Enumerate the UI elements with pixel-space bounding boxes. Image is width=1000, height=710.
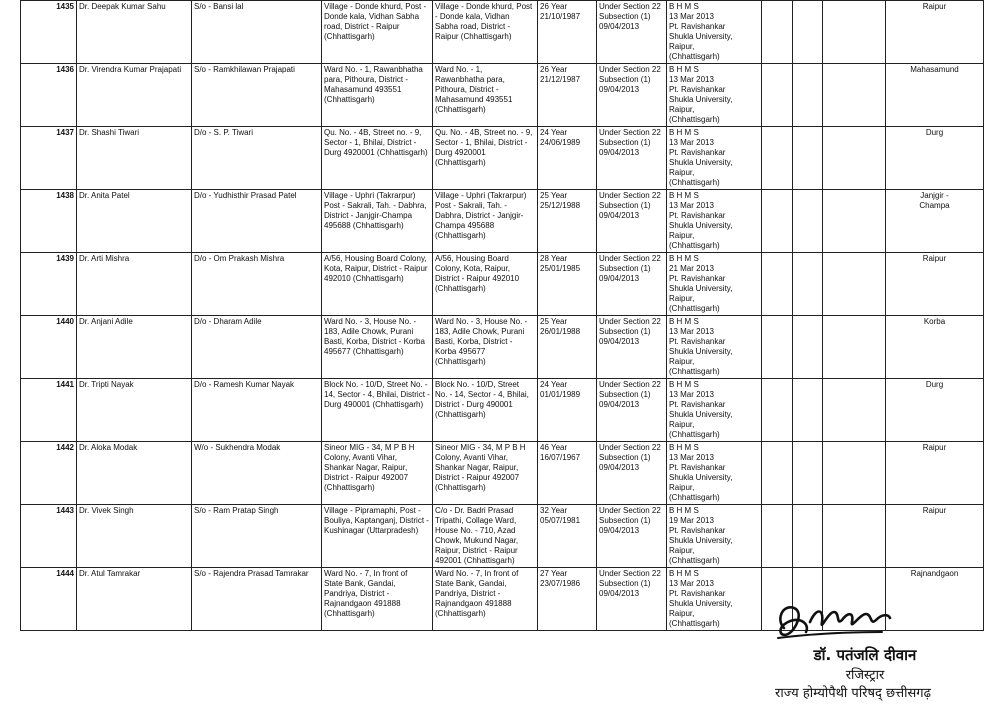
serial-number [21, 253, 77, 316]
registration-section-text: Under Section 22 Subsection (1) 09/04/2013 [599, 191, 661, 220]
qualification-text: B H M S 13 Mar 2013 Pt. Ravishankar Shukla University, Raipur, (Chhattisgarh) [669, 128, 733, 187]
relation [192, 127, 322, 190]
district-text: Korba [923, 317, 946, 326]
registration-section-text: Under Section 22 Subsection (1) 09/04/2013 [599, 254, 661, 283]
registration-section-text: Under Section 22 Subsection (1) 09/04/2013 [599, 317, 661, 346]
doctor-name [77, 127, 192, 190]
registration-section-text: Under Section 22 Subsection (1) 09/04/2013 [599, 506, 661, 535]
relation-text: D/o - Dharam Adile [194, 317, 262, 326]
registration-section-text: Under Section 22 Subsection (1) 09/04/2013 [599, 443, 661, 472]
permanent-address [322, 568, 433, 631]
doctor-name-text: Dr. Anita Patel [79, 191, 130, 200]
serial-number-text: 1442 [56, 443, 74, 452]
qualification [667, 1, 762, 64]
district [886, 253, 984, 316]
registration-section-text: Under Section 22 Subsection (1) 09/04/2013 [599, 2, 661, 31]
permanent-address-text: A/56, Housing Board Colony, Kota, Raipur, District - Raipur 492010 (Chhattisgarh) [324, 254, 428, 283]
serial-number-text: 1437 [56, 128, 74, 137]
correspondence-address [433, 64, 538, 127]
table-row [21, 379, 984, 442]
age-and-dob [538, 379, 597, 442]
correspondence-address-text: Block No. - 10/D, Street No. - 14, Sector - 4, Bhilai, District - Durg 490001 (Chhattisgarh) [435, 380, 529, 419]
blank-cell [823, 127, 886, 190]
correspondence-address-text: A/56, Housing Board Colony, Kota, Raipur, District - Raipur 492010 (Chhattisgarh) [435, 254, 520, 293]
doctor-name-text: Dr. Shashi Tiwari [79, 128, 140, 137]
relation [192, 190, 322, 253]
registrar-name: डॉ. पतंजलि दीवान [813, 646, 917, 664]
qualification-text: B H M S 13 Mar 2013 Pt. Ravishankar Shukla University, Raipur, (Chhattisgarh) [669, 380, 733, 439]
qualification-text: B H M S 13 Mar 2013 Pt. Ravishankar Shukla University, Raipur, (Chhattisgarh) [669, 191, 733, 250]
age-and-dob [538, 253, 597, 316]
blank-cell [823, 1, 886, 64]
blank-cell [823, 505, 886, 568]
permanent-address-text: Ward No. - 7, In front of State Bank, Gandai, Pandriya, District - Rajnandgaon 491888 (Chhattisgarh) [324, 569, 408, 618]
serial-number [21, 568, 77, 631]
permanent-address-text: Qu. No. - 4B, Street no. - 9, Sector - 1, Bhilai, District - Durg 4920001 (Chhattisgarh) [324, 128, 428, 157]
doctor-name [77, 379, 192, 442]
district-text: Raipur [922, 506, 947, 515]
permanent-address-text: Village - Pipramaphi, Post - Bouliya, Kaptanganj, District - Kushinagar (Uttarpradesh) [324, 506, 429, 535]
permanent-address [322, 505, 433, 568]
table-row [21, 190, 984, 253]
serial-number-text: 1435 [56, 2, 74, 11]
blank-cell [793, 442, 823, 505]
district [886, 379, 984, 442]
doctor-name-text: Dr. Virendra Kumar Prajapati [79, 65, 182, 74]
registration-section [597, 442, 667, 505]
age-and-dob-text: 24 Year 24/06/1989 [540, 128, 581, 147]
age-and-dob-text: 25 Year 25/12/1988 [540, 191, 581, 210]
correspondence-address [433, 379, 538, 442]
blank-cell [823, 253, 886, 316]
doctor-name-text: Dr. Tripti Nayak [79, 380, 134, 389]
table-row [21, 1, 984, 64]
correspondence-address [433, 505, 538, 568]
relation-text: W/o - Sukhendra Modak [194, 443, 281, 452]
district [886, 442, 984, 505]
district-text: Mahasamund [910, 65, 959, 74]
registration-section [597, 505, 667, 568]
relation-text: S/o - Ramkhilawan Prajapati [194, 65, 295, 74]
qualification [667, 505, 762, 568]
serial-number [21, 64, 77, 127]
doctor-name [77, 253, 192, 316]
age-and-dob-text: 25 Year 26/01/1988 [540, 317, 581, 336]
age-and-dob-text: 32 Year 05/07/1981 [540, 506, 581, 525]
correspondence-address [433, 316, 538, 379]
qualification [667, 316, 762, 379]
correspondence-address [433, 1, 538, 64]
table-row [21, 253, 984, 316]
serial-number-text: 1441 [56, 380, 74, 389]
correspondence-address [433, 568, 538, 631]
blank-cell [823, 379, 886, 442]
district [886, 316, 984, 379]
district [886, 568, 984, 631]
permanent-address [322, 127, 433, 190]
blank-cell [823, 316, 886, 379]
correspondence-address [433, 253, 538, 316]
blank-cell [762, 64, 793, 127]
serial-number [21, 316, 77, 379]
qualification-text: B H M S 13 Mar 2013 Pt. Ravishankar Shukla University, Raipur, (Chhattisgarh) [669, 65, 733, 124]
permanent-address [322, 316, 433, 379]
table-row [21, 127, 984, 190]
serial-number-text: 1436 [56, 65, 74, 74]
district [886, 64, 984, 127]
district-text: Durg [925, 128, 944, 137]
blank-cell [823, 64, 886, 127]
blank-cell [793, 505, 823, 568]
relation-text: D/o - Om Prakash Mishra [194, 254, 285, 263]
age-and-dob-text: 24 Year 01/01/1989 [540, 380, 581, 399]
permanent-address-text: Village - Donde khurd, Post - Donde kala, Vidhan Sabha road, District - Raipur (Chhattisgarh) [324, 2, 427, 41]
doctor-name [77, 505, 192, 568]
district-text: Raipur [922, 254, 947, 263]
qualification-text: B H M S 13 Mar 2013 Pt. Ravishankar Shukla University, Raipur, (Chhattisgarh) [669, 569, 733, 628]
age-and-dob [538, 442, 597, 505]
blank-cell [762, 379, 793, 442]
permanent-address [322, 379, 433, 442]
serial-number [21, 442, 77, 505]
permanent-address-text: Sineor MIG - 34, M P B H Colony, Avanti Vihar, Shankar Nagar, Raipur, District - Raipur 492007 (Chhattisgarh) [324, 443, 415, 492]
registration-section-text: Under Section 22 Subsection (1) 09/04/2013 [599, 569, 661, 598]
serial-number [21, 127, 77, 190]
district [886, 127, 984, 190]
age-and-dob [538, 190, 597, 253]
blank-cell [762, 442, 793, 505]
blank-cell [762, 316, 793, 379]
relation [192, 505, 322, 568]
age-and-dob [538, 316, 597, 379]
doctor-name-text: Dr. Deepak Kumar Sahu [79, 2, 166, 11]
blank-cell [793, 379, 823, 442]
registration-section-text: Under Section 22 Subsection (1) 09/04/2013 [599, 128, 661, 157]
table-row [21, 442, 984, 505]
council-name: राज्य होम्योपैथी परिषद् छत्तीसगढ़ [775, 686, 931, 701]
doctor-name-text: Dr. Vivek Singh [79, 506, 134, 515]
age-and-dob [538, 568, 597, 631]
qualification [667, 127, 762, 190]
blank-cell [793, 316, 823, 379]
qualification-text: B H M S 13 Mar 2013 Pt. Ravishankar Shukla University, Raipur, (Chhattisgarh) [669, 2, 733, 61]
permanent-address [322, 253, 433, 316]
permanent-address [322, 442, 433, 505]
doctor-name-text: Dr. Arti Mishra [79, 254, 130, 263]
relation [192, 442, 322, 505]
district-text: Raipur [922, 443, 947, 452]
serial-number-text: 1443 [56, 506, 74, 515]
correspondence-address-text: Sineor MIG - 34, M P B H Colony, Avanti Vihar, Shankar Nagar, Raipur, District - Raipur 492007 (Chhattisgarh) [435, 443, 526, 492]
registration-table [20, 0, 984, 631]
correspondence-address-text: C/o - Dr. Badri Prasad Tripathi, Collage Ward, House No. - 710, Azad Chowk, Mukund Nagar, Raipur, District - Raipur 492001 (Chhattisgarh) [435, 506, 519, 565]
qualification [667, 190, 762, 253]
permanent-address [322, 190, 433, 253]
doctor-name [77, 568, 192, 631]
relation [192, 568, 322, 631]
relation-text: S/o - Bansi lal [194, 2, 244, 11]
doctor-name [77, 442, 192, 505]
blank-cell [793, 127, 823, 190]
district-text: Durg [925, 380, 944, 389]
serial-number [21, 379, 77, 442]
age-and-dob [538, 127, 597, 190]
correspondence-address-text: Ward No. - 3, House No. - 183, Adile Chowk, Purani Basti, Korba, District - Korba 495677 (Chhattisgarh) [435, 317, 528, 366]
registration-section [597, 253, 667, 316]
registration-section [597, 64, 667, 127]
doctor-name-text: Dr. Anjani Adile [79, 317, 133, 326]
district [886, 190, 984, 253]
age-and-dob-text: 46 Year 16/07/1967 [540, 443, 581, 462]
doctor-name [77, 190, 192, 253]
relation-text: S/o - Ram Pratap Singh [194, 506, 279, 515]
relation-text: D/o - Ramesh Kumar Nayak [194, 380, 295, 389]
registration-section [597, 1, 667, 64]
qualification [667, 64, 762, 127]
correspondence-address-text: Qu. No. - 4B, Street no. - 9, Sector - 1, Bhilai, District - Durg 4920001 (Chhattisgarh) [435, 128, 533, 167]
registration-section [597, 127, 667, 190]
qualification [667, 253, 762, 316]
district-text: Rajnandgaon [910, 569, 959, 578]
blank-cell [793, 1, 823, 64]
table-body [21, 1, 984, 631]
table-row [21, 316, 984, 379]
serial-number-text: 1444 [56, 569, 74, 578]
blank-cell [762, 190, 793, 253]
district [886, 505, 984, 568]
serial-number [21, 1, 77, 64]
registration-section [597, 190, 667, 253]
serial-number-text: 1439 [56, 254, 74, 263]
permanent-address-text: Block No. - 10/D, Street No. - 14, Sector - 4, Bhilai, District - Durg 490001 (Chhattisgarh) [324, 380, 430, 409]
doctor-name [77, 1, 192, 64]
relation-text: D/o - S. P. Tiwari [194, 128, 253, 137]
signature-image [770, 598, 900, 642]
qualification-text: B H M S 13 Mar 2013 Pt. Ravishankar Shukla University, Raipur, (Chhattisgarh) [669, 443, 733, 502]
correspondence-address-text: Ward No. - 7, In front of State Bank, Gandai, Pandriya, District - Rajnandgaon 491888 (Chhattisgarh) [435, 569, 519, 618]
correspondence-address-text: Village - Donde khurd, Post - Donde kala, Vidhan Sabha road, District - Raipur (Chhattisgarh) [435, 2, 533, 41]
serial-number-text: 1438 [56, 191, 74, 200]
doctor-name [77, 316, 192, 379]
district-text: Janjgir - Champa [919, 191, 950, 210]
registration-section-text: Under Section 22 Subsection (1) 09/04/2013 [599, 65, 661, 94]
age-and-dob-text: 26 Year 21/12/1987 [540, 65, 581, 84]
relation [192, 1, 322, 64]
blank-cell [793, 190, 823, 253]
correspondence-address [433, 127, 538, 190]
table-row [21, 64, 984, 127]
age-and-dob [538, 505, 597, 568]
age-and-dob-text: 26 Year 21/10/1987 [540, 2, 581, 21]
relation [192, 379, 322, 442]
correspondence-address [433, 442, 538, 505]
blank-cell [762, 253, 793, 316]
correspondence-address-text: Ward No. - 1, Rawanbhatha para, Pithoura, District - Mahasamund 493551 (Chhattisgarh) [435, 65, 513, 114]
permanent-address [322, 64, 433, 127]
district-text: Raipur [922, 2, 947, 11]
doctor-name-text: Dr. Atul Tamrakar [79, 569, 141, 578]
serial-number-text: 1440 [56, 317, 74, 326]
permanent-address-text: Ward No. - 1, Rawanbhatha para, Pithoura, District - Mahasamund 493551 (Chhattisgarh) [324, 65, 423, 104]
registrar-title: रजिस्ट्रार [845, 668, 885, 683]
permanent-address-text: Ward No. - 3, House No. - 183, Adile Chowk, Purani Basti, Korba, District - Korba 495677 (Chhattisgarh) [324, 317, 425, 356]
relation [192, 64, 322, 127]
relation-text: S/o - Rajendra Prasad Tamrakar [194, 569, 309, 578]
age-and-dob-text: 27 Year 23/07/1986 [540, 569, 581, 588]
qualification [667, 379, 762, 442]
age-and-dob [538, 1, 597, 64]
doctor-name-text: Dr. Aloka Modak [79, 443, 138, 452]
correspondence-address-text: Village - Uphri (Takrarpur) Post - Sakrali, Tah. - Dabhra, District - Janjgir- Champa 495688 (Chhattisgarh) [435, 191, 527, 240]
qualification-text: B H M S 13 Mar 2013 Pt. Ravishankar Shukla University, Raipur, (Chhattisgarh) [669, 317, 733, 376]
qualification-text: B H M S 21 Mar 2013 Pt. Ravishankar Shukla University, Raipur, (Chhattisgarh) [669, 254, 733, 313]
qualification [667, 568, 762, 631]
age-and-dob-text: 28 Year 25/01/1985 [540, 254, 581, 273]
blank-cell [793, 253, 823, 316]
registration-section [597, 316, 667, 379]
registration-section [597, 379, 667, 442]
age-and-dob [538, 64, 597, 127]
relation [192, 253, 322, 316]
serial-number [21, 190, 77, 253]
permanent-address-text: Village - Uphri (Takrarpur) Post - Sakrali, Tah. - Dabhra, District - Janjgir-Champa 495688 (Chhattisgarh) [324, 191, 427, 230]
registration-section-text: Under Section 22 Subsection (1) 09/04/2013 [599, 380, 661, 409]
relation-text: D/o - Yudhisthir Prasad Patel [194, 191, 297, 200]
registration-section [597, 568, 667, 631]
blank-cell [762, 127, 793, 190]
blank-cell [823, 190, 886, 253]
blank-cell [762, 1, 793, 64]
table-row [21, 505, 984, 568]
blank-cell [823, 442, 886, 505]
district [886, 1, 984, 64]
blank-cell [762, 505, 793, 568]
blank-cell [793, 64, 823, 127]
relation [192, 316, 322, 379]
serial-number [21, 505, 77, 568]
doctor-name [77, 64, 192, 127]
qualification [667, 442, 762, 505]
permanent-address [322, 1, 433, 64]
qualification-text: B H M S 19 Mar 2013 Pt. Ravishankar Shukla University, Raipur, (Chhattisgarh) [669, 506, 733, 565]
correspondence-address [433, 190, 538, 253]
